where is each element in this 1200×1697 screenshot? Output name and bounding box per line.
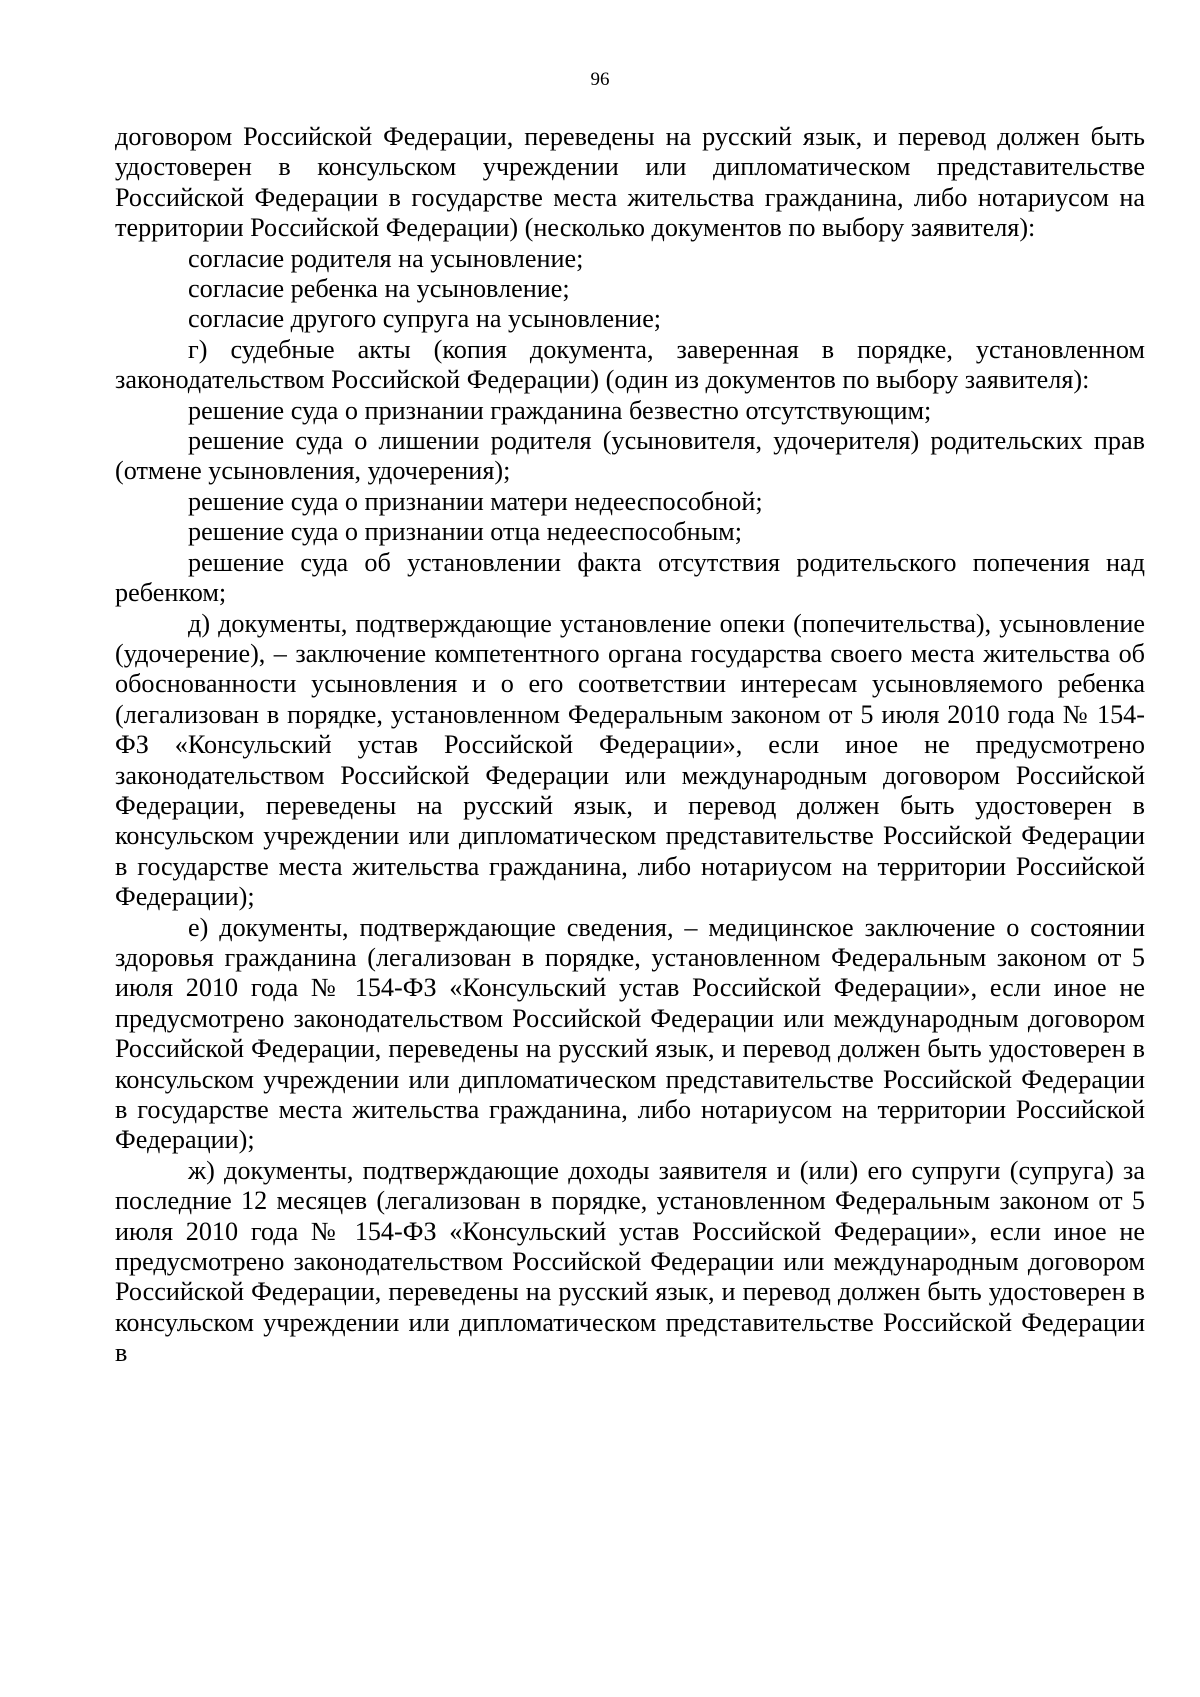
paragraph-court-deprivation: решение суда о лишении родителя (усыновителя, удочерителя) родительских прав (отмене усыновления, удочерения); — [115, 426, 1145, 486]
paragraph-continuation: договором Российской Федерации, переведены на русский язык, и перевод должен быть удостоверен в консульском учреждении или дипломатическом представительстве Российской Федерации в государстве места жительства гражданина, либо нотариусом на территории Российской Федерации) (несколько документов по выбору заявителя): — [115, 122, 1145, 243]
paragraph-court-no-care: решение суда об установлении факта отсутствия родительского попечения над ребенком; — [115, 547, 1145, 608]
paragraph-court-missing: решение суда о признании гражданина безвестно отсутствующим; — [188, 395, 932, 425]
paragraph-consent-spouse: согласие другого супруга на усыновление; — [188, 304, 662, 334]
paragraph-item-d-guardianship: д) документы, подтверждающие установление опеки (попечительства), усыновление (удочерение), – заключение компетентного органа государства своего места жительства об обоснованности усыновления и о его соответствии интересам усыновляемого ребенка (легализован в порядке, установленном Федеральным законом от 5 июля 2010 года № 154-ФЗ «Консульский устав Российской Федерации», если иное не предусмотрено законодательством Российской Федерации или международным договором Российской Федерации, переведены на русский язык, и перевод должен быть удостоверен в консульском учреждении или дипломатическом представительстве Российской Федерации в государстве места жительства гражданина, либо нотариусом на территории Российской Федерации); — [115, 608, 1145, 912]
paragraph-item-zh-income: ж) документы, подтверждающие доходы заявителя и (или) его супруги (супруга) за последние 12 месяцев (легализован в порядке, установленном Федеральным законом от 5 июля 2010 года № 154-ФЗ «Консульский устав Российской Федерации», если иное не предусмотрено законодательством Российской Федерации или международным договором Российской Федерации, переведены на русский язык, и перевод должен быть удостоверен в консульском учреждении или дипломатическом представительстве Российской Федерации в — [115, 1155, 1145, 1368]
paragraph-court-mother-incapable: решение суда о признании матери недееспособной; — [188, 486, 763, 516]
paragraph-court-father-incapable: решение суда о признании отца недееспособным; — [188, 517, 743, 547]
paragraph-item-g-court-acts: г) судебные акты (копия документа, заверенная в порядке, установленном законодательством Российской Федерации) (один из документов по выбору заявителя): — [115, 334, 1145, 395]
paragraph-consent-child: согласие ребенка на усыновление; — [188, 274, 570, 304]
page-number: 96 — [590, 69, 610, 90]
document-body — [115, 122, 1145, 1369]
paragraph-consent-parent: согласие родителя на усыновление; — [188, 243, 584, 273]
paragraph-item-e-medical: е) документы, подтверждающие сведения, – медицинское заключение о состоянии здоровья гражданина (легализован в порядке, установленном Федеральным законом от 5 июля 2010 года № 154-ФЗ «Консульский устав Российской Федерации», если иное не предусмотрено законодательством Российской Федерации или международным договором Российской Федерации, переведены на русский язык, и перевод должен быть удостоверен в консульском учреждении или дипломатическом представительстве Российской Федерации в государстве места жительства гражданина, либо нотариусом на территории Российской Федерации); — [115, 912, 1145, 1155]
